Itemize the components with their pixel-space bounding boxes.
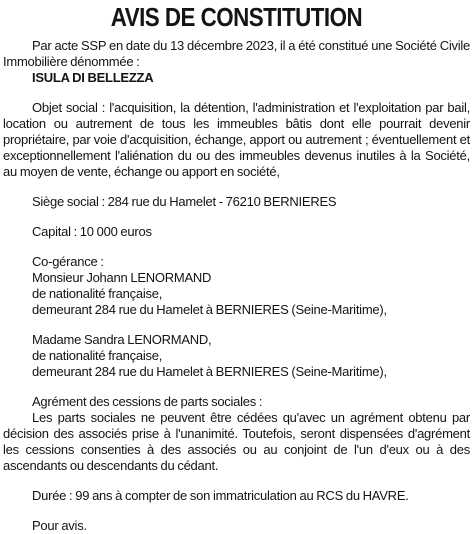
manager-block bbox=[3, 332, 470, 380]
manager-name: Madame Sandra LENORMAND, bbox=[32, 332, 212, 347]
company-name: ISULA DI BELLEZZA bbox=[32, 70, 154, 85]
agrement-heading: Agrément des cessions de parts sociales : bbox=[32, 394, 263, 409]
agrement-paragraph: Les parts sociales ne peuvent être cédées qu'avec un agrément obtenu par décision des associés prise à l'unanimité. Toutefois, seront dispensées d'agrément les cessions consenties à des associés ou au conjoint de l'un d'eux ou à des ascendants ou descendants du cédant. bbox=[3, 410, 470, 473]
capital: Capital : 10 000 euros bbox=[32, 224, 152, 239]
duree: Durée : 99 ans à compter de son immatriculation au RCS du HAVRE. bbox=[32, 488, 409, 503]
cogerance-heading: Co-gérance : bbox=[32, 254, 104, 269]
manager-block bbox=[3, 270, 470, 318]
notice-title: AVIS DE CONSTITUTION bbox=[110, 2, 363, 32]
intro-paragraph: Par acte SSP en date du 13 décembre 2023, il a été constitué une Société Civile Immobilière dénommée : bbox=[3, 38, 470, 69]
closing: Pour avis. bbox=[32, 518, 87, 533]
manager-nationality: de nationalité française, bbox=[32, 286, 163, 301]
manager-nationality: de nationalité française, bbox=[32, 348, 163, 363]
siege-social: Siège social : 284 rue du Hamelet - 76210 BERNIERES bbox=[32, 194, 337, 209]
objet-social-paragraph: Objet social : l'acquisition, la détention, l'administration et l'exploitation par bail, location ou autrement de tous les immeubles bâtis dont elle pourrait devenir propriétaire, par voie d'acquisition, échange, apport ou autrement ; éventuellement et exceptionnellement l'aliénation du ou des immeubles devenus inutiles à la Société, au moyen de vente, échange ou apport en société, bbox=[3, 100, 470, 179]
manager-address: demeurant 284 rue du Hamelet à BERNIERES (Seine-Maritime), bbox=[32, 302, 387, 317]
notice-body bbox=[3, 38, 470, 534]
manager-address: demeurant 284 rue du Hamelet à BERNIERES (Seine-Maritime), bbox=[32, 364, 387, 379]
manager-name: Monsieur Johann LENORMAND bbox=[32, 270, 212, 285]
